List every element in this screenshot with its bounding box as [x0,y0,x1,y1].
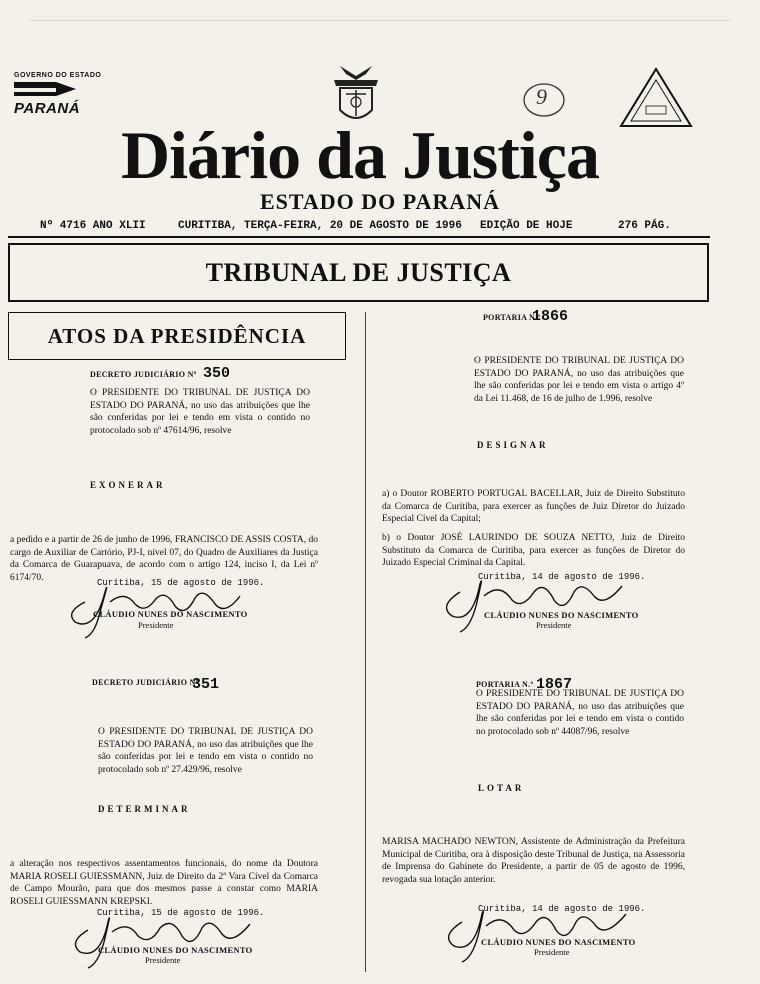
portaria-1866-label: PORTARIA N.º [483,313,541,322]
portaria-1867-preamble: O PRESIDENTE DO TRIBUNAL DE JUSTIÇA DO ESTADO DO PARANÁ, no uso das atribuições que lhe são conferidas por lei e tendo em vista o contido no protocolado sob nº 44087/96, resolve [476,689,684,737]
atos-presidencia-header: ATOS DA PRESIDÊNCIA [8,312,346,360]
issue-number: Nº 4716 ANO XLII [40,220,146,232]
portaria-1866-signature [430,566,640,636]
issue-edition: EDIÇÃO DE HOJE [480,220,573,232]
newspaper-title: Diário da Justiça [121,117,599,193]
portaria-1867-number: 1867 [536,676,573,693]
decree-350-number: 350 [203,365,231,382]
decree-351-signer: CLÁUDIO NUNES DO NASCIMENTO [98,945,253,955]
parana-government-logo [14,78,94,100]
decree-351-label: DECRETO JUDICIÁRIO Nº [92,678,199,687]
issue-place-date: CURITIBA, TERÇA-FEIRA, 20 DE AGOSTO DE 1996 [178,220,462,232]
decree-351-number: 351 [192,676,220,693]
government-state-name: PARANÁ [14,100,81,117]
column-divider [365,312,366,972]
portaria-1867-date: Curitiba, 14 de agosto de 1996. [478,904,646,914]
portaria-1867-verb: LOTAR [478,783,525,793]
government-label: GOVERNO DO ESTADO [14,72,102,79]
portaria-1867-signer-role: Presidente [534,947,570,957]
portaria-1866-verb: DESIGNAR [477,440,549,450]
newspaper-subtitle: ESTADO DO PARANÁ [259,189,501,214]
decree-350-signer-role: Presidente [138,620,174,630]
portaria-1866-item-a: a) o Doutor ROBERTO PORTUGAL BACELLAR, Juiz de Direito Substituto da Comarca de Curitiba, para exercer as funções de Juiz Diretor do Juizado Especial Cível da Capital; [382,489,685,524]
portaria-1866-signer: CLÁUDIO NUNES DO NASCIMENTO [484,610,639,620]
decree-350-date: Curitiba, 15 de agosto de 1996. [97,578,265,588]
decree-350-signature [55,572,265,642]
issue-pages: 276 PÁG. [618,220,671,232]
decree-350-label: DECRETO JUDICIÁRIO Nº [90,370,197,379]
section-title-box: TRIBUNAL DE JUSTIÇA [8,243,709,302]
decree-350-verb: EXONERAR [90,480,166,490]
decree-350-body: a pedido e a partir de 26 de junho de 1996, FRANCISCO DE ASSIS COSTA, do cargo de Auxiliar de Cartório, PJ-I, nível 07, do Quadro de Auxiliares da Justiça da Comarca de Guarapuava, de acordo com o artigo 124, inciso I, da Lei nº 6174/70. [10,535,318,583]
portaria-1866-preamble: O PRESIDENTE DO TRIBUNAL DE JUSTIÇA DO ESTADO DO PARANÁ, no uso das atribuições que lhe são conferidas por lei e tendo em vista o artigo 4º da Lei 11.468, de 16 de julho de 1.996, resolve [474,356,684,404]
decree-350-preamble: O PRESIDENTE DO TRIBUNAL DE JUSTIÇA DO ESTADO DO PARANÁ, no uso das atribuições que lhe são conferidas por lei e tendo em vista o contido no protocolado sob nº 47614/96, resolve [90,388,310,436]
portaria-1867-body: MARISA MACHADO NEWTON, Assistente de Administração da Prefeitura Municipal de Curitiba, ora à disposição deste Tribunal de Justiça, na Assessoria de Imprensa do Gabinete do Presidente, a partir de 05 de agosto de 1996, revogada sua lotação anterior. [382,837,685,885]
handwritten-page-number: 9 [536,84,547,109]
masthead-rule [8,236,710,238]
decree-351-date: Curitiba, 15 de agosto de 1996. [97,908,265,918]
portaria-1866-signer-role: Presidente [536,620,572,630]
portaria-1866-item-b: b) o Doutor JOSÉ LAURINDO DE SOUZA NETTO, Juiz de Direito Substituto da Comarca de Curitiba, para exercer as funções de Diretor do Juizado Especial Criminal da Capital. [382,533,685,568]
decree-351-body: a alteração nos respectivos assentamentos funcionais, do nome da Doutora MARIA ROSELI GUIESSMANN, Juiz de Direito da 2ª Vara Cível da Comarca de Campo Mourão, para que dos mesmos passe a constar como MARIA ROSELI GUIESSMANN KREPSKI. [10,859,318,907]
decree-350-signer: CLÁUDIO NUNES DO NASCIMENTO [93,609,248,619]
portaria-1867-label: PORTARIA N.º [476,680,534,689]
portaria-1867-signer: CLÁUDIO NUNES DO NASCIMENTO [481,937,636,947]
bleed-through-header [30,8,730,21]
decree-351-preamble: O PRESIDENTE DO TRIBUNAL DE JUSTIÇA DO ESTADO DO PARANÁ, no uso das atribuições que lhe são conferidas por lei e tendo em vista o contido no protocolado sob nº 27.429/96, resolve [98,727,313,775]
decree-351-signer-role: Presidente [145,955,181,965]
portaria-1866-number: 1866 [532,308,569,325]
decree-351-verb: DETERMINAR [98,804,191,814]
portaria-1866-date: Curitiba, 14 de agosto de 1996. [478,572,646,582]
